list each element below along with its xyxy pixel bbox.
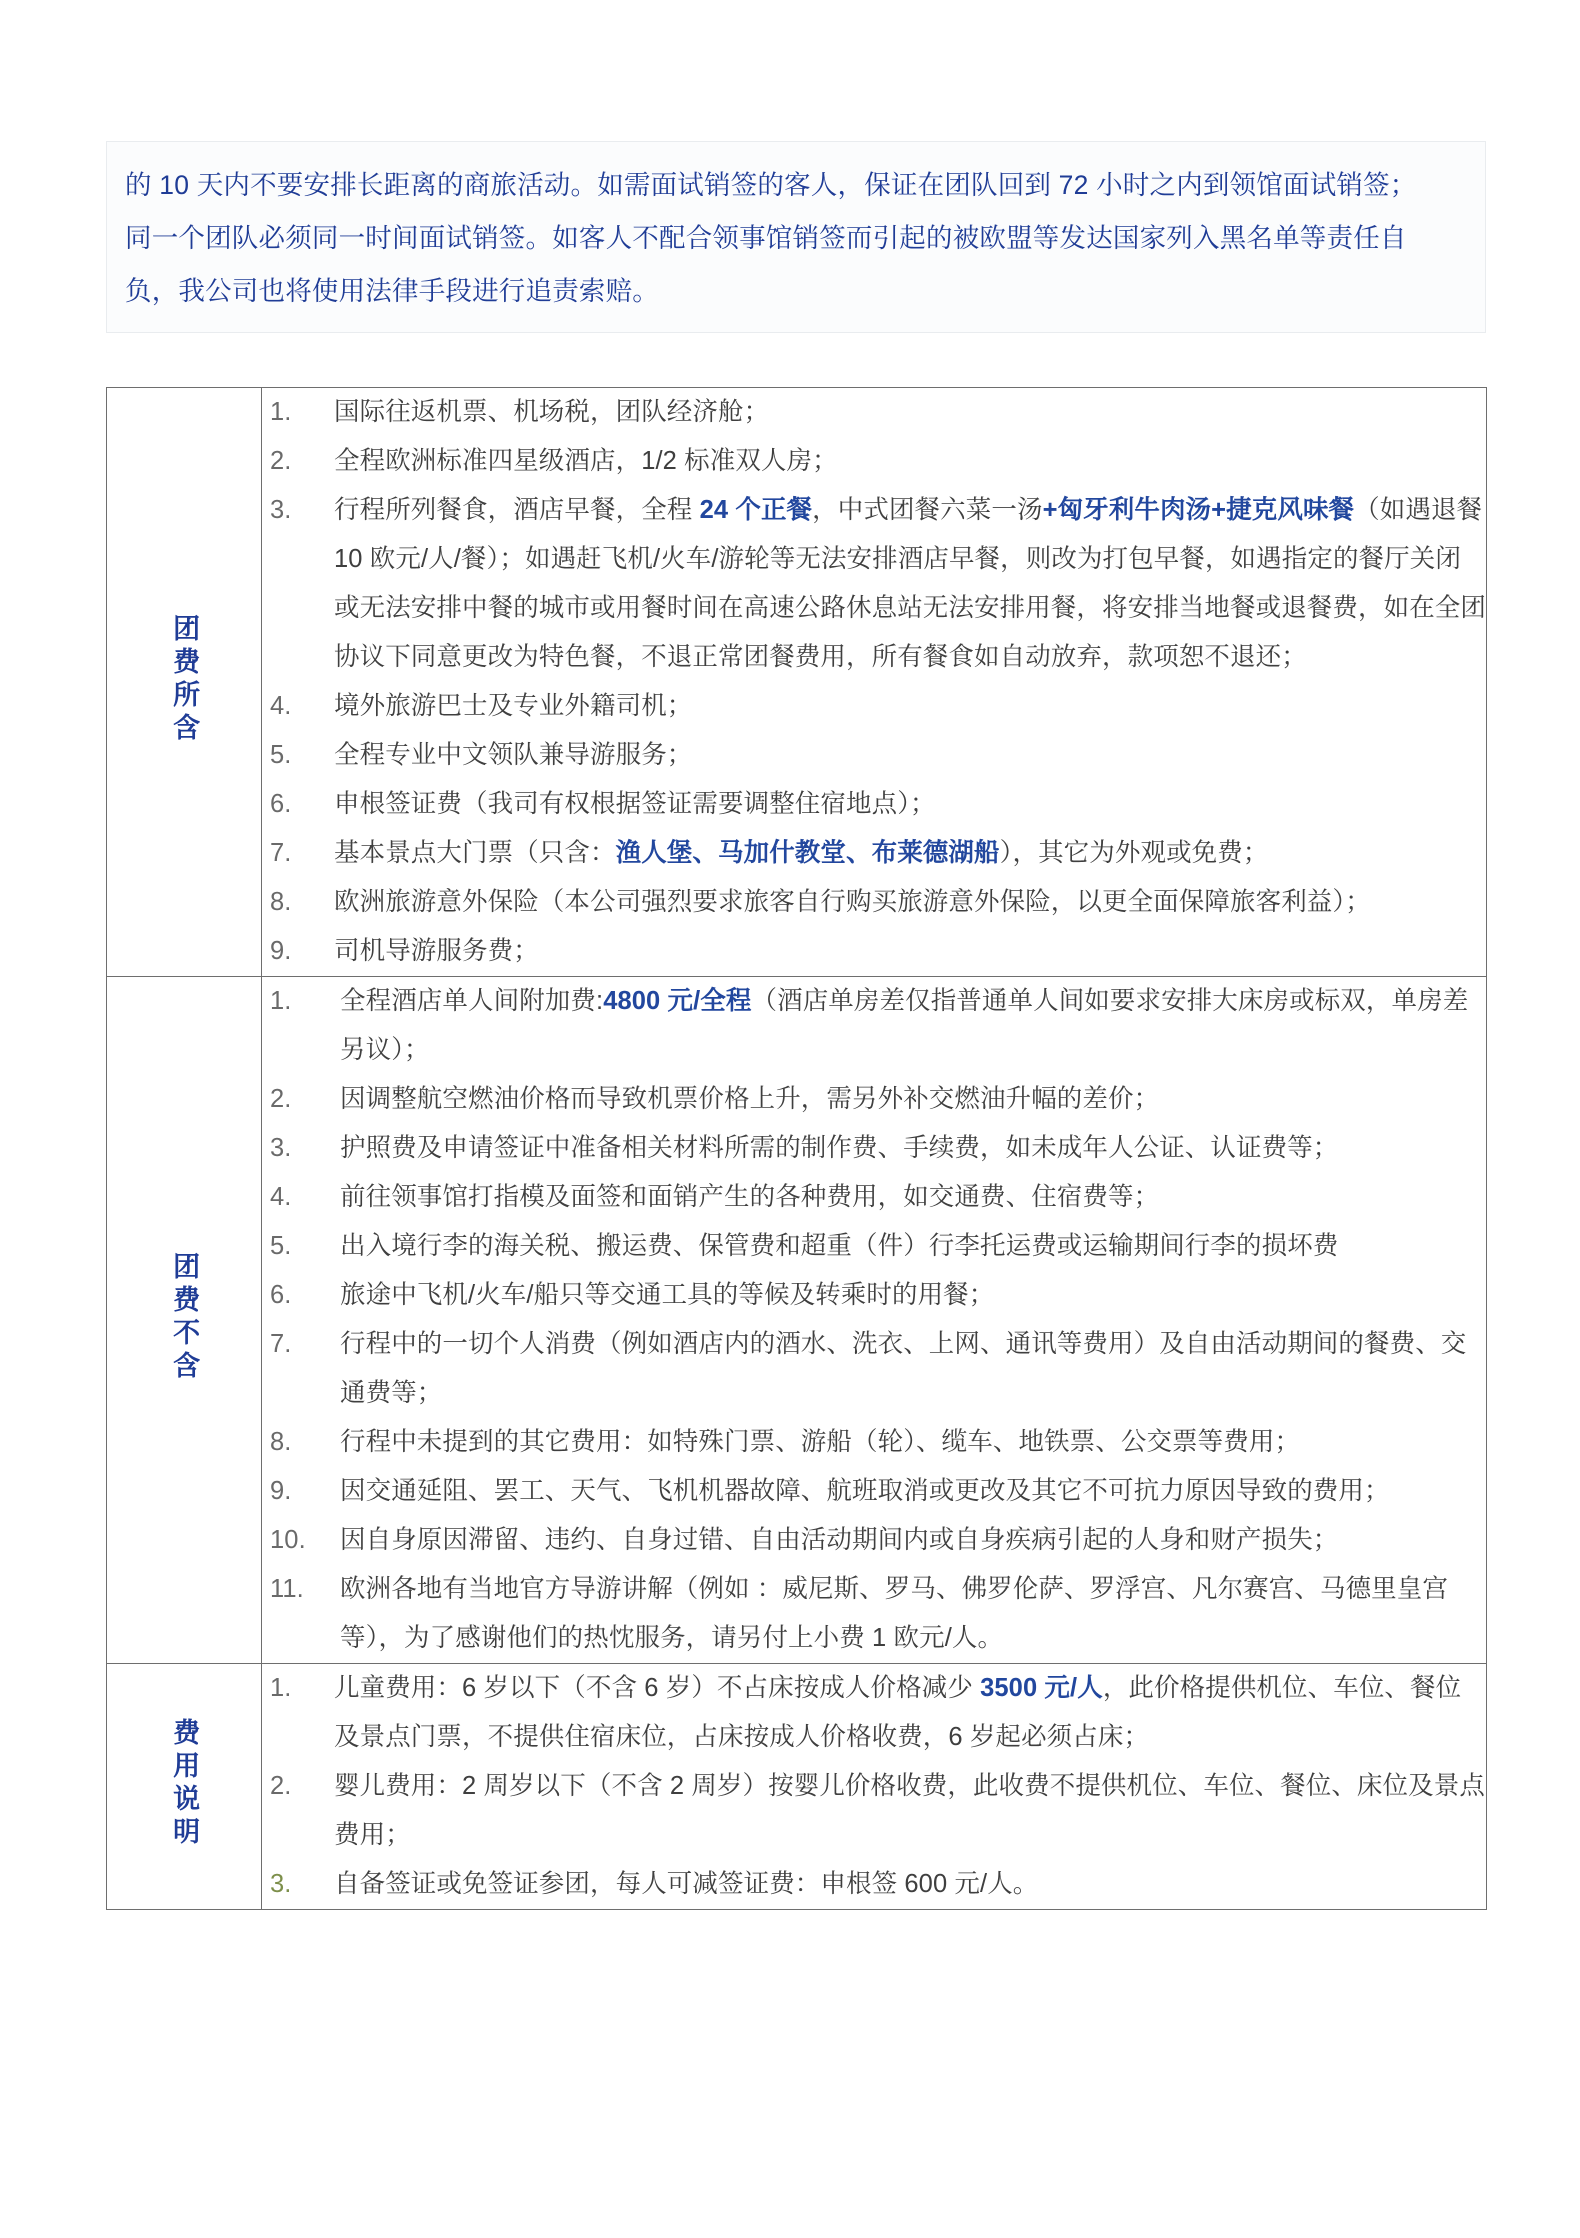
item-text-highlight: 4800 元/全程 xyxy=(603,987,752,1015)
item-text: 出入境行李的海关税、搬运费、保管费和超重（件）行李托运费或运输期间行李的损坏费 xyxy=(340,1232,1339,1260)
list-item xyxy=(262,1762,1486,1860)
section-label: 团费所含 xyxy=(169,613,200,746)
item-text: 基本景点大门票（只含： xyxy=(334,839,616,867)
item-text: ，此价格提供机位、车位、餐位及景点门票，不提供住宿床位，占床按成人价格收费，6 岁起必须占床； xyxy=(334,1674,1462,1751)
list-item xyxy=(262,1860,1486,1909)
item-text: 全程酒店单人间附加费: xyxy=(340,987,604,1015)
item-text: 全程欧洲标准四星级酒店，1/2 标准双人房； xyxy=(334,447,838,475)
item-text: 因交通延阻、罢工、天气、飞机机器故障、航班取消或更改及其它不可抗力原因导致的费用； xyxy=(340,1477,1390,1505)
item-text-highlight: +匈牙利牛肉汤+捷克风味餐 xyxy=(1042,496,1355,524)
list-item xyxy=(262,1222,1486,1271)
item-text: 行程所列餐食，酒店早餐，全程 xyxy=(334,496,700,524)
item-text-highlight: 3500 元/人 xyxy=(980,1674,1103,1702)
section-body-cell-2 xyxy=(262,1664,1487,1910)
item-text: 欧洲旅游意外保险（本公司强烈要求旅客自行购买旅游意外保险，以更全面保障旅客利益）； xyxy=(334,888,1371,916)
item-text: 自备签证或免签证参团，每人可减签证费：申根签 600 元/人。 xyxy=(334,1870,1039,1898)
item-text: 因自身原因滞留、违约、自身过错、自由活动期间内或自身疾病引起的人身和财产损失； xyxy=(340,1526,1339,1554)
section-item-list xyxy=(262,977,1486,1663)
section-label-cell-1 xyxy=(107,977,262,1664)
item-text: 行程中未提到的其它费用：如特殊门票、游船（轮）、缆车、地铁票、公交票等费用； xyxy=(340,1428,1301,1456)
list-item xyxy=(262,1320,1486,1418)
item-text: （如遇退餐 10 欧元/人/餐）；如遇赶飞机/火车/游轮等无法安排酒店早餐，则改为打包早餐，如遇指定的餐厅关闭或无法安排中餐的城市或用餐时间在高速公路休息站无法安排用餐，将安排当地餐或退餐费，如在全团协议下同意更改为特色餐，不退正常团餐费用，所有餐食如自动放弃，款项恕不退还； xyxy=(334,496,1487,671)
list-item xyxy=(262,1664,1486,1762)
item-text: ），其它为外观或免费； xyxy=(999,839,1269,867)
item-text-highlight: 24 个正餐 xyxy=(699,496,813,524)
section-item-list xyxy=(262,388,1486,976)
list-item xyxy=(262,829,1486,878)
item-text: 申根签证费（我司有权根据签证需要调整住宿地点）； xyxy=(334,790,936,818)
section-body-cell-1 xyxy=(262,977,1487,1664)
item-text-highlight: 渔人堡、马加什教堂、布莱德湖船 xyxy=(615,839,1000,867)
notice-line-2: 同一个团队必须同一时间面试销签。如客人不配合领事馆销签而引起的被欧盟等发达国家列入黑名单等责任自 xyxy=(125,223,1407,253)
item-text: 儿童费用：6 岁以下（不含 6 岁）不占床按成人价格减少 xyxy=(334,1674,981,1702)
item-text: 国际往返机票、机场税，团队经济舱； xyxy=(334,398,770,426)
section-body-cell-0 xyxy=(262,388,1487,977)
list-item xyxy=(262,682,1486,731)
list-item xyxy=(262,927,1486,976)
fee-details-table xyxy=(106,387,1487,1910)
list-item xyxy=(262,1565,1486,1663)
item-text: 旅途中飞机/火车/船只等交通工具的等候及转乘时的用餐； xyxy=(340,1281,995,1309)
item-text: 前往领事馆打指模及面签和面销产生的各种费用，如交通费、住宿费等； xyxy=(340,1183,1160,1211)
notice-line-1: 的 10 天内不要安排长距离的商旅活动。如需面试销签的客人，保证在团队回到 72 小时之内到领馆面试销签； xyxy=(125,170,1417,200)
list-item xyxy=(262,1467,1486,1516)
item-text: 全程专业中文领队兼导游服务； xyxy=(334,741,693,769)
section-label-cell-2 xyxy=(107,1664,262,1910)
list-item xyxy=(262,1418,1486,1467)
list-item xyxy=(262,1075,1486,1124)
list-item xyxy=(262,731,1486,780)
notice-line-3: 负，我公司也将使用法律手段进行追责索赔。 xyxy=(125,276,659,306)
list-item xyxy=(262,977,1486,1075)
list-item xyxy=(262,437,1486,486)
table-row xyxy=(107,977,1487,1664)
item-text: ，中式团餐六菜一汤 xyxy=(812,496,1043,524)
list-item xyxy=(262,1516,1486,1565)
notice-box xyxy=(106,141,1486,333)
section-item-list xyxy=(262,1664,1486,1909)
list-item xyxy=(262,878,1486,927)
list-item xyxy=(262,1271,1486,1320)
item-text: 因调整航空燃油价格而导致机票价格上升，需另外补交燃油升幅的差价； xyxy=(340,1085,1160,1113)
section-label: 费用说明 xyxy=(169,1718,200,1850)
item-text: 护照费及申请签证中准备相关材料所需的制作费、手续费，如未成年人公证、认证费等； xyxy=(340,1134,1339,1162)
list-item xyxy=(262,1124,1486,1173)
item-text: （酒店单房差仅指普通单人间如要求安排大床房或标双，单房差另议）； xyxy=(340,987,1469,1064)
table-row xyxy=(107,1664,1487,1910)
item-text: 司机导游服务费； xyxy=(334,937,539,965)
list-item xyxy=(262,388,1486,437)
item-text: 欧洲各地有当地官方导游讲解（例如 ：威尼斯、罗马、佛罗伦萨、罗浮宫、凡尔赛宫、马德里皇宫等），为了感谢他们的热忱服务，请另付上小费 1 欧元/人。 xyxy=(340,1575,1448,1652)
list-item xyxy=(262,1173,1486,1222)
item-text: 境外旅游巴士及专业外籍司机； xyxy=(334,692,693,720)
list-item xyxy=(262,780,1486,829)
item-text: 婴儿费用：2 周岁以下（不含 2 周岁）按婴儿价格收费，此收费不提供机位、车位、餐位、床位及景点费用； xyxy=(334,1772,1485,1849)
section-label: 团费不含 xyxy=(169,1251,200,1384)
list-item xyxy=(262,486,1486,682)
section-label-cell-0 xyxy=(107,388,262,977)
item-text: 行程中的一切个人消费（例如酒店内的酒水、洗衣、上网、通讯等费用）及自由活动期间的餐费、交通费等； xyxy=(340,1330,1467,1407)
table-row xyxy=(107,388,1487,977)
